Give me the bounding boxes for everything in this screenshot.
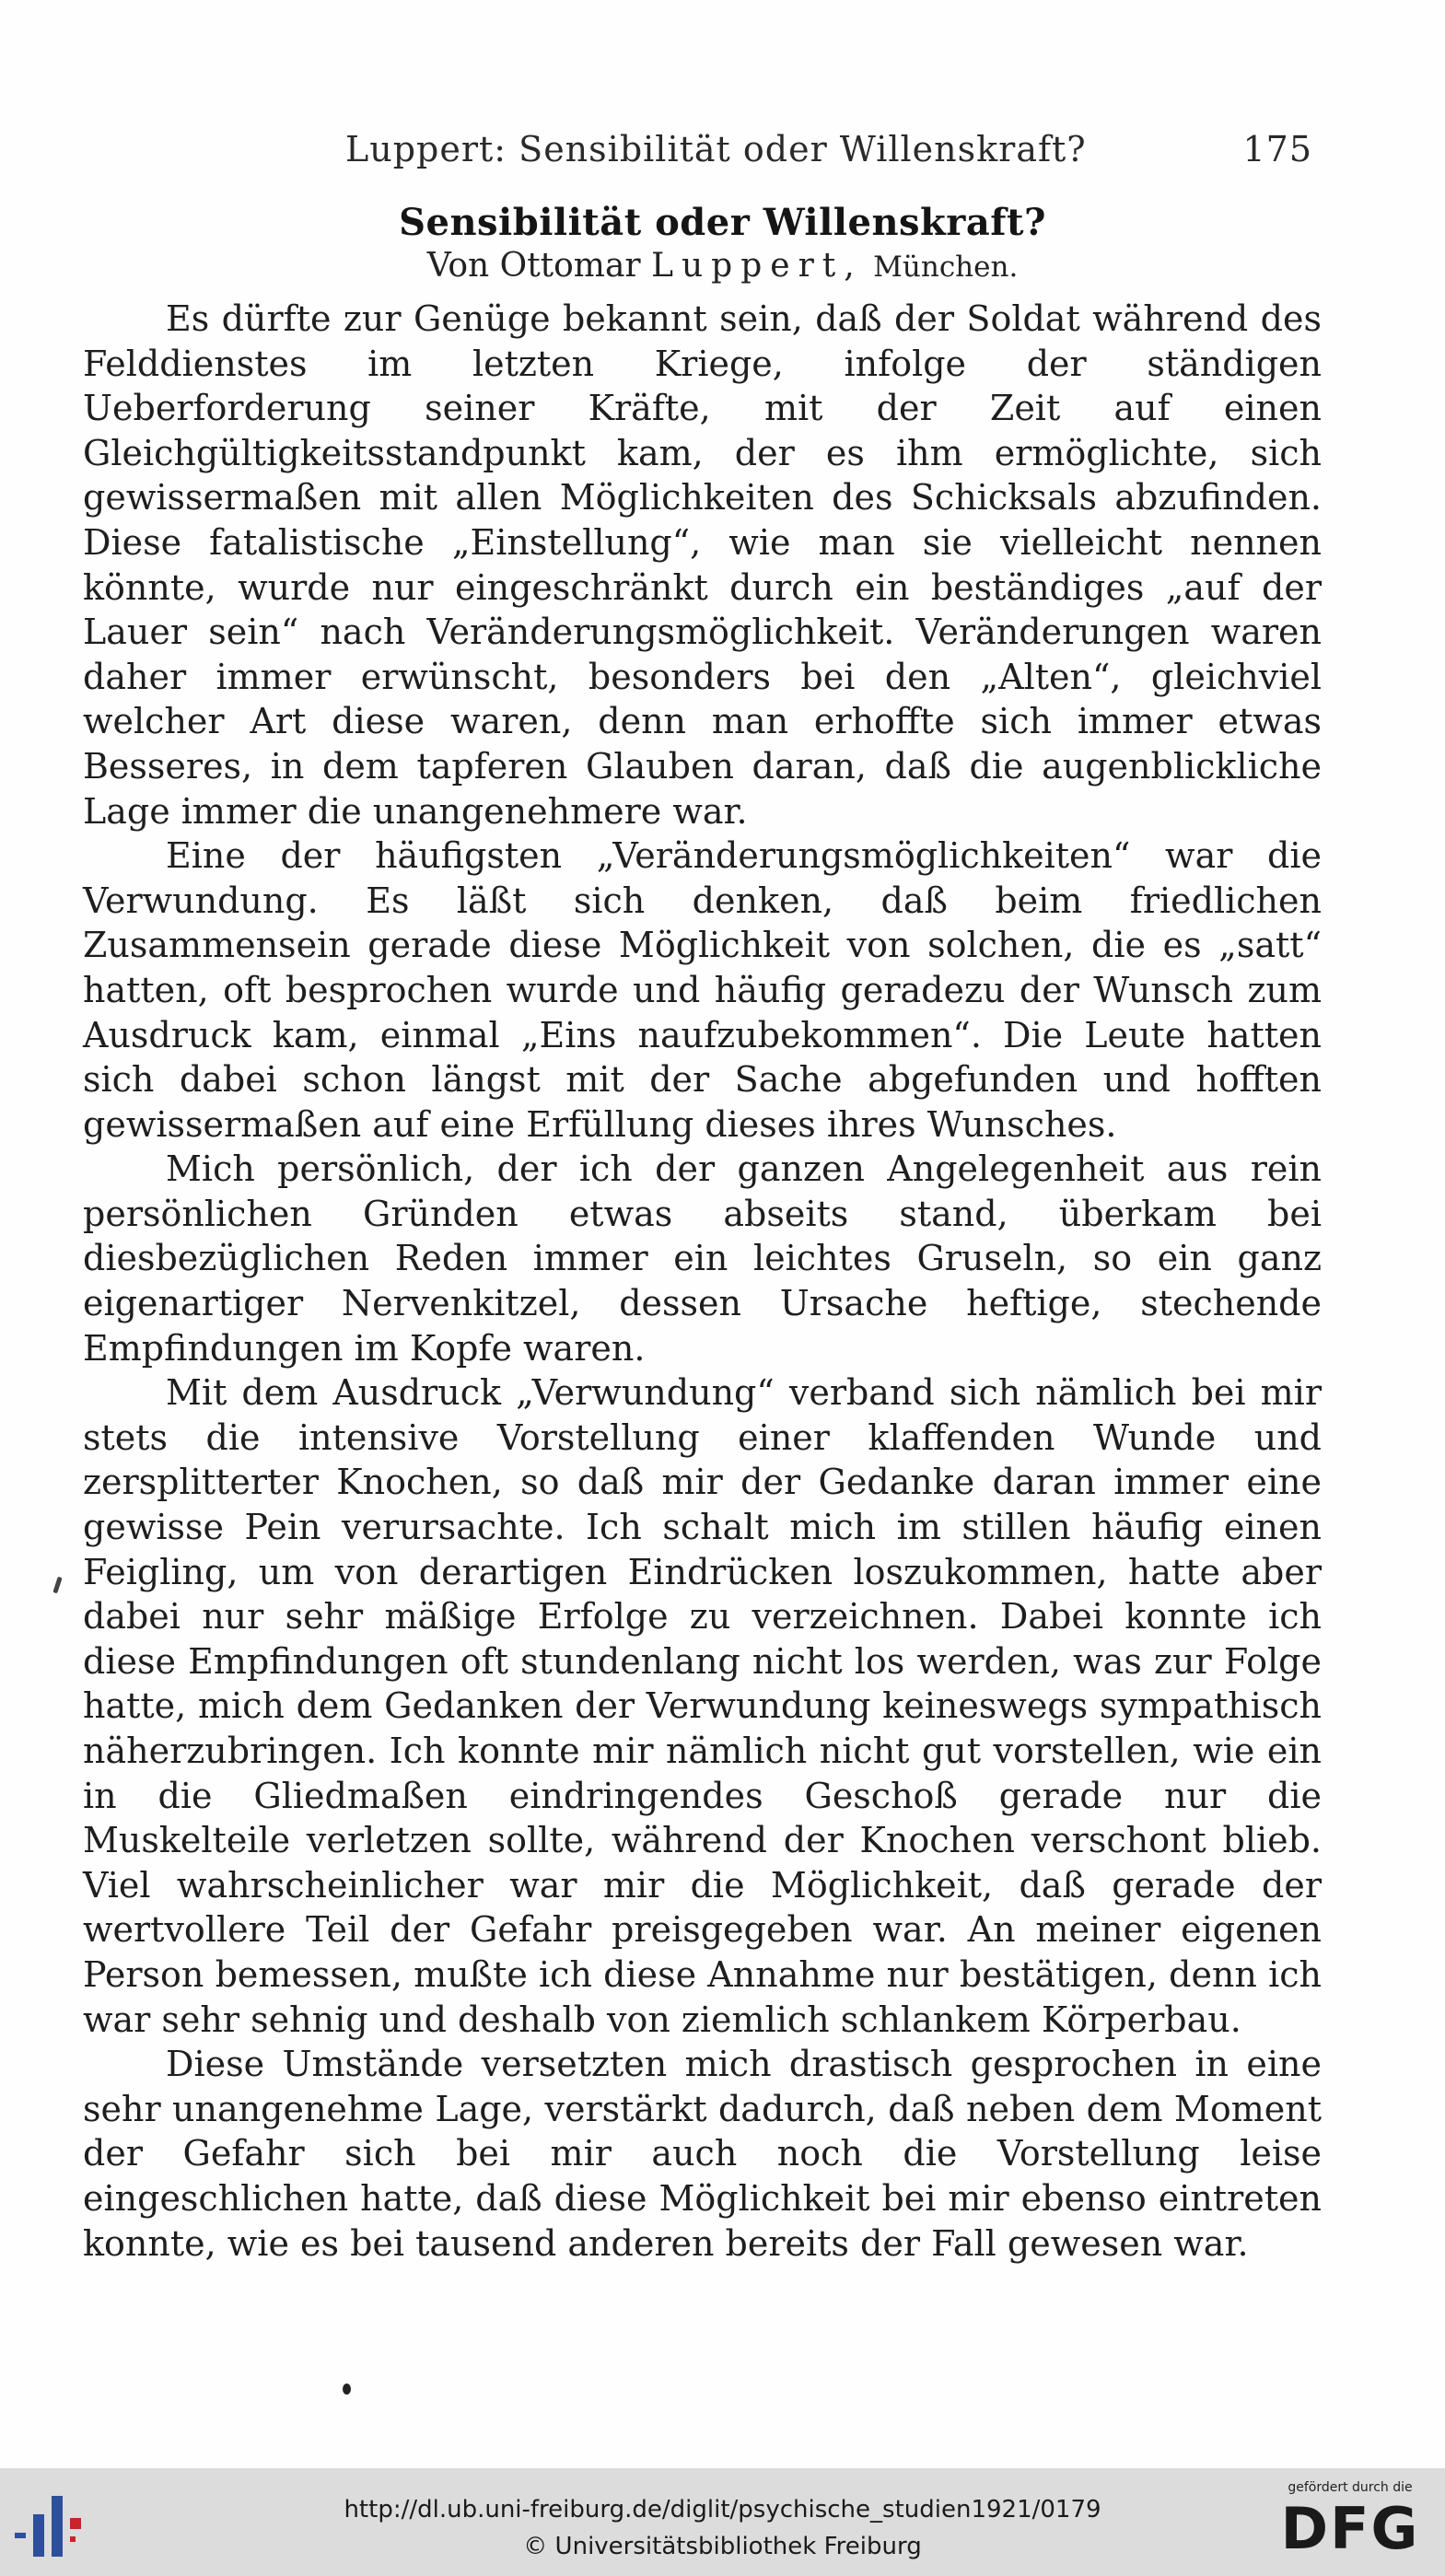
ink-speck xyxy=(343,2384,351,2395)
page-number: 175 xyxy=(1242,129,1312,169)
margin-pencil-mark xyxy=(52,1577,62,1594)
byline-prefix: Von Ottomar xyxy=(426,247,641,285)
paragraph: Es dürfte zur Genüge bekannt sein, daß der Soldat während des Felddienstes im letzten Kriege, infolge der ständigen Ueberforderung seiner Kräfte, mit der Zeit auf einen Gleichgültigkeitsstandpunkt kam, der es ihm ermöglichte, sich gewissermaßen mit allen Möglichkeiten des Schicksals abzufinden. Diese fatalistische „Einstellung“, wie man sie vielleicht nennen könnte, wurde nur eingeschränkt durch ein beständiges „auf der Lauer sein“ nach Veränderungsmöglichkeit. Veränderungen waren daher immer erwünscht, besonders bei den „Alten“, gleichviel welcher Art diese waren, denn man erhoffte sich immer etwas Besseres, in dem tapferen Glauben daran, daß die augenblickliche Lage immer die unangenehmere war. xyxy=(83,298,1322,832)
permalink[interactable] xyxy=(0,2496,1445,2524)
paragraph: Mit dem Ausdruck „Verwundung“ verband sich nämlich bei mir stets die intensive Vorstellung einer klaffenden Wunde und zersplitterter Knochen, so daß mir der Gedanke daran immer eine gewisse Pein verursachte. Ich schalt mich im stillen häufig einen Feigling, um von derartigen Eindrücken loszukommen, hatte aber dabei nur sehr mäßige Erfolge zu verzeichnen. Dabei konnte ich diese Empfindungen oft stundenlang nicht los werden, was zur Folge hatte, mich dem Gedanken der Verwundung keineswegs sympathisch näherzubringen. Ich konnte mir nämlich nicht gut vorstellen, wie ein in die Gliedmaßen eindringendes Geschoß gerade nur die Muskelteile verletzen sollte, während der Knochen verschont blieb. Viel wahrscheinlicher war mir die Möglichkeit, daß gerade der wertvollere Teil der Gefahr preisgegeben war. An meiner eigenen Person bemessen, mußte ich diese Annahme nur bestätigen, denn ich war sehr sehnig und deshalb von ziemlich schlankem Körperbau. xyxy=(83,1372,1322,2040)
paragraph: Mich persönlich, der ich der ganzen Angelegenheit aus rein persönlichen Gründen etwas abseits stand, überkam bei diesbezüglichen Reden immer ein leichtes Gruseln, so ein ganz eigenartiger Nervenkitzel, dessen Ursache heftige, stechende Empfindungen im Kopfe waren. xyxy=(83,1148,1322,1369)
dfg-wordmark: DFG xyxy=(1280,2495,1420,2562)
article-body xyxy=(83,297,1322,2266)
dfg-caption: gefördert durch die xyxy=(1288,2480,1413,2495)
byline-place: München. xyxy=(873,251,1019,284)
dfg-logo[interactable] xyxy=(1272,2479,1428,2571)
paragraph: Diese Umstände versetzten mich drastisch gesprochen in eine sehr unangenehme Lage, verstärkt dadurch, daß neben dem Moment der Gefahr sich bei mir auch noch die Vorstellung leise eingeschlichen hatte, daß diese Möglichkeit bei mir ebenso eintreten konnte, wie es bei tausend anderen bereits der Fall gewesen war. xyxy=(83,2044,1322,2264)
running-head-title: Luppert: Sensibilität oder Willenskraft? xyxy=(345,129,1087,169)
copyright-notice: © Universitätsbibliothek Freiburg xyxy=(523,2533,922,2560)
viewer-footer xyxy=(0,2468,1445,2576)
article-title: Sensibilität oder Willenskraft? xyxy=(399,201,1046,244)
running-head xyxy=(345,129,1312,177)
byline xyxy=(0,247,1445,285)
byline-author: Luppert, xyxy=(651,247,863,285)
paragraph: Eine der häufigsten „Veränderungsmöglichkeiten“ war die Verwundung. Es läßt sich denken, daß beim friedlichen Zusammensein gerade diese Möglichkeit von solchen, die es „satt“ hatten, oft besprochen wurde und häufig geradezu der Wunsch zum Ausdruck kam, einmal „Eins naufzubekommen“. Die Leute hatten sich dabei schon längst mit der Sache abgefunden und hofften gewissermaßen auf eine Erfüllung dieses ihres Wunsches. xyxy=(83,835,1322,1145)
permalink-link[interactable]: http://dl.ub.uni-freiburg.de/diglit/psychische_studien1921/0179 xyxy=(344,2496,1101,2524)
